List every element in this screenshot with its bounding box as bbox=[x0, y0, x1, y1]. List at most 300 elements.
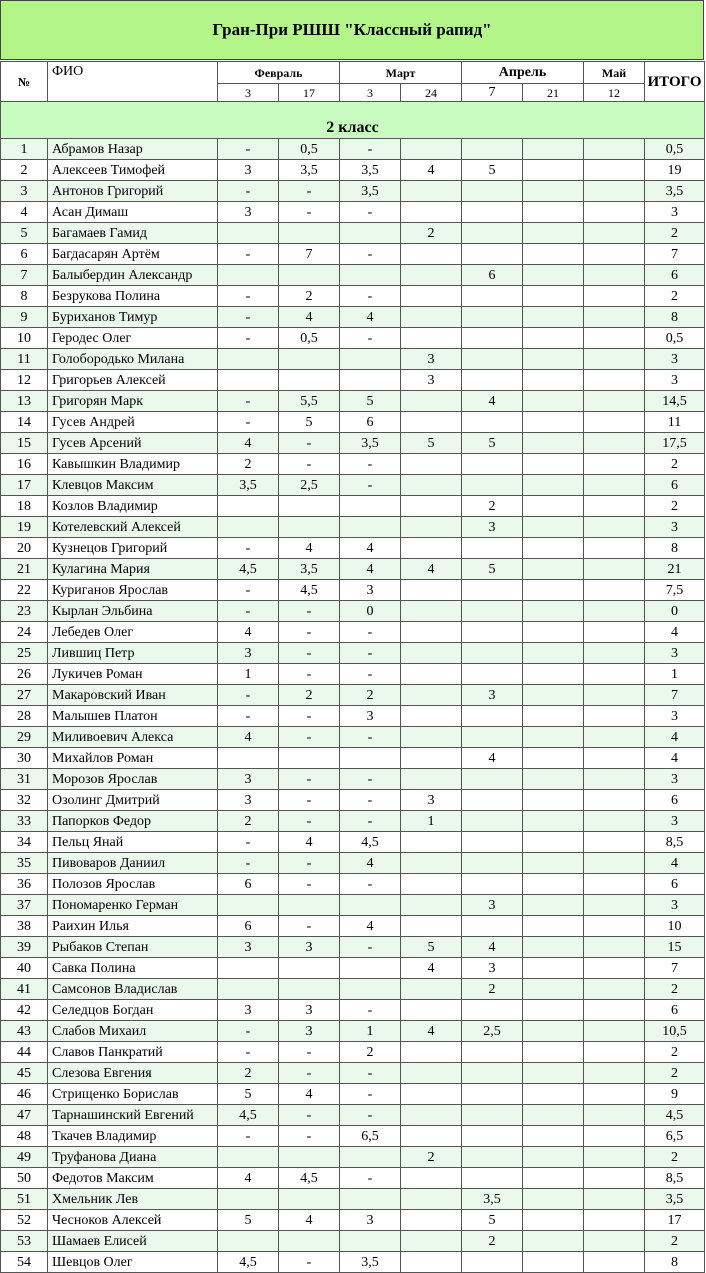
score-cell: 3 bbox=[218, 202, 279, 223]
score-cell bbox=[462, 811, 523, 832]
score-cell bbox=[218, 349, 279, 370]
score-cell bbox=[584, 1105, 645, 1126]
score-cell: 3 bbox=[340, 706, 401, 727]
player-name: Михайлов Роман bbox=[48, 748, 218, 769]
score-cell: 4 bbox=[401, 160, 462, 181]
row-number: 4 bbox=[1, 202, 48, 223]
score-cell: 5 bbox=[462, 433, 523, 454]
score-cell bbox=[401, 874, 462, 895]
score-cell bbox=[584, 559, 645, 580]
table-row bbox=[1, 286, 705, 307]
score-cell: - bbox=[340, 328, 401, 349]
score-cell bbox=[523, 139, 584, 160]
score-cell: - bbox=[279, 433, 340, 454]
score-cell: - bbox=[218, 328, 279, 349]
player-name: Антонов Григорий bbox=[48, 181, 218, 202]
score-cell: - bbox=[218, 181, 279, 202]
score-cell bbox=[401, 496, 462, 517]
score-cell bbox=[523, 1126, 584, 1147]
row-number: 30 bbox=[1, 748, 48, 769]
player-name: Ткачев Владимир bbox=[48, 1126, 218, 1147]
score-cell bbox=[584, 601, 645, 622]
score-cell bbox=[584, 937, 645, 958]
player-name: Раихин Илья bbox=[48, 916, 218, 937]
score-cell bbox=[523, 517, 584, 538]
total-cell: 4 bbox=[645, 748, 705, 769]
table-row bbox=[1, 202, 705, 223]
table-row bbox=[1, 1000, 705, 1021]
score-cell bbox=[279, 370, 340, 391]
score-cell bbox=[401, 769, 462, 790]
row-number: 21 bbox=[1, 559, 48, 580]
score-cell bbox=[401, 643, 462, 664]
total-cell: 4 bbox=[645, 622, 705, 643]
score-cell bbox=[401, 748, 462, 769]
score-cell bbox=[462, 328, 523, 349]
score-cell bbox=[523, 916, 584, 937]
player-name: Малышев Платон bbox=[48, 706, 218, 727]
player-name: Стрищенко Борислав bbox=[48, 1084, 218, 1105]
score-cell: 3,5 bbox=[462, 1189, 523, 1210]
total-cell: 10 bbox=[645, 916, 705, 937]
score-cell bbox=[462, 769, 523, 790]
row-number: 19 bbox=[1, 517, 48, 538]
score-cell: 4 bbox=[401, 958, 462, 979]
score-cell: 3 bbox=[401, 790, 462, 811]
score-cell: 4 bbox=[218, 622, 279, 643]
table-row bbox=[1, 853, 705, 874]
score-cell bbox=[462, 286, 523, 307]
score-cell bbox=[279, 1189, 340, 1210]
score-cell: 5,5 bbox=[279, 391, 340, 412]
score-cell bbox=[401, 832, 462, 853]
player-name: Багамаев Гамид bbox=[48, 223, 218, 244]
row-number: 10 bbox=[1, 328, 48, 349]
score-cell bbox=[523, 412, 584, 433]
score-cell bbox=[340, 1147, 401, 1168]
player-name: Селедцов Богдан bbox=[48, 1000, 218, 1021]
score-cell bbox=[218, 370, 279, 391]
player-name: Миливоевич Алекса bbox=[48, 727, 218, 748]
score-cell bbox=[523, 622, 584, 643]
score-cell: - bbox=[340, 622, 401, 643]
row-number: 51 bbox=[1, 1189, 48, 1210]
score-cell: - bbox=[340, 790, 401, 811]
player-name: Балыбердин Александр bbox=[48, 265, 218, 286]
score-cell bbox=[401, 202, 462, 223]
score-cell bbox=[462, 370, 523, 391]
score-cell bbox=[401, 538, 462, 559]
score-cell bbox=[279, 349, 340, 370]
score-cell bbox=[523, 475, 584, 496]
player-name: Федотов Максим bbox=[48, 1168, 218, 1189]
score-cell: 4 bbox=[218, 727, 279, 748]
score-cell bbox=[401, 916, 462, 937]
score-cell bbox=[523, 1252, 584, 1273]
player-name: Шамаев Елисей bbox=[48, 1231, 218, 1252]
score-cell bbox=[462, 706, 523, 727]
score-cell bbox=[523, 496, 584, 517]
table-row bbox=[1, 1189, 705, 1210]
score-cell: 3 bbox=[462, 685, 523, 706]
row-number: 42 bbox=[1, 1000, 48, 1021]
score-cell: - bbox=[340, 475, 401, 496]
total-cell: 7 bbox=[645, 685, 705, 706]
score-cell bbox=[340, 265, 401, 286]
player-name: Абрамов Назар bbox=[48, 139, 218, 160]
score-cell: - bbox=[279, 643, 340, 664]
score-cell bbox=[523, 937, 584, 958]
score-cell: 4,5 bbox=[218, 1105, 279, 1126]
score-cell: 2 bbox=[279, 685, 340, 706]
score-cell: 2 bbox=[340, 685, 401, 706]
score-cell bbox=[584, 874, 645, 895]
score-cell: 6,5 bbox=[340, 1126, 401, 1147]
score-cell bbox=[401, 1189, 462, 1210]
player-name: Чесноков Алексей bbox=[48, 1210, 218, 1231]
score-cell bbox=[462, 307, 523, 328]
total-cell: 4 bbox=[645, 853, 705, 874]
score-cell bbox=[523, 811, 584, 832]
score-cell: - bbox=[279, 601, 340, 622]
score-cell: - bbox=[279, 181, 340, 202]
score-cell: - bbox=[218, 832, 279, 853]
player-name: Алексеев Тимофей bbox=[48, 160, 218, 181]
player-name: Гусев Андрей bbox=[48, 412, 218, 433]
table-row bbox=[1, 601, 705, 622]
score-cell bbox=[523, 1000, 584, 1021]
total-cell: 7 bbox=[645, 244, 705, 265]
score-cell bbox=[462, 1147, 523, 1168]
score-cell: 2 bbox=[279, 286, 340, 307]
score-cell: 3 bbox=[462, 895, 523, 916]
table-row bbox=[1, 643, 705, 664]
score-cell: 4 bbox=[340, 559, 401, 580]
total-cell: 4,5 bbox=[645, 1105, 705, 1126]
score-cell: - bbox=[340, 1105, 401, 1126]
player-name: Макаровский Иван bbox=[48, 685, 218, 706]
score-cell bbox=[401, 1063, 462, 1084]
score-cell: 4 bbox=[340, 307, 401, 328]
player-name: Шевцов Олег bbox=[48, 1252, 218, 1273]
table-row bbox=[1, 559, 705, 580]
score-cell: - bbox=[340, 1084, 401, 1105]
score-cell bbox=[462, 139, 523, 160]
score-cell bbox=[584, 202, 645, 223]
row-number: 33 bbox=[1, 811, 48, 832]
score-cell: - bbox=[218, 685, 279, 706]
total-cell: 15 bbox=[645, 937, 705, 958]
total-cell: 3 bbox=[645, 769, 705, 790]
score-cell bbox=[584, 916, 645, 937]
total-cell: 1 bbox=[645, 664, 705, 685]
score-cell bbox=[462, 622, 523, 643]
score-cell bbox=[584, 1021, 645, 1042]
score-cell: 4 bbox=[218, 1168, 279, 1189]
score-cell: - bbox=[279, 916, 340, 937]
score-cell: 7 bbox=[279, 244, 340, 265]
player-name: Пономаренко Герман bbox=[48, 895, 218, 916]
score-cell bbox=[401, 664, 462, 685]
table-row bbox=[1, 832, 705, 853]
score-cell bbox=[462, 538, 523, 559]
header-fio: ФИО bbox=[48, 62, 218, 102]
score-cell: 3 bbox=[462, 517, 523, 538]
score-cell: 6 bbox=[462, 265, 523, 286]
score-cell: 1 bbox=[218, 664, 279, 685]
score-cell: 3,5 bbox=[340, 1252, 401, 1273]
score-cell bbox=[462, 601, 523, 622]
score-cell: 5 bbox=[218, 1210, 279, 1231]
score-cell: 4 bbox=[279, 1084, 340, 1105]
total-cell: 8,5 bbox=[645, 1168, 705, 1189]
score-cell: 4 bbox=[279, 1210, 340, 1231]
player-name: Куриганов Ярослав bbox=[48, 580, 218, 601]
score-cell: 3 bbox=[218, 1000, 279, 1021]
score-cell: 5 bbox=[462, 559, 523, 580]
total-cell: 2 bbox=[645, 1063, 705, 1084]
header-day: 3 bbox=[340, 84, 401, 102]
score-cell bbox=[462, 1042, 523, 1063]
row-number: 27 bbox=[1, 685, 48, 706]
score-cell bbox=[462, 643, 523, 664]
score-cell bbox=[401, 706, 462, 727]
row-number: 18 bbox=[1, 496, 48, 517]
row-number: 11 bbox=[1, 349, 48, 370]
score-cell: 4 bbox=[401, 559, 462, 580]
row-number: 14 bbox=[1, 412, 48, 433]
table-row bbox=[1, 1168, 705, 1189]
score-cell: 3 bbox=[279, 1000, 340, 1021]
player-name: Кулагина Мария bbox=[48, 559, 218, 580]
score-cell bbox=[462, 244, 523, 265]
table-row bbox=[1, 139, 705, 160]
score-cell: - bbox=[279, 1252, 340, 1273]
score-cell bbox=[462, 223, 523, 244]
score-cell bbox=[462, 454, 523, 475]
total-cell: 6,5 bbox=[645, 1126, 705, 1147]
total-cell: 7 bbox=[645, 958, 705, 979]
score-cell: 4 bbox=[279, 307, 340, 328]
score-cell bbox=[584, 664, 645, 685]
score-cell bbox=[523, 832, 584, 853]
total-cell: 2 bbox=[645, 1147, 705, 1168]
score-cell: - bbox=[218, 601, 279, 622]
score-cell bbox=[401, 1042, 462, 1063]
row-number: 17 bbox=[1, 475, 48, 496]
score-cell bbox=[584, 223, 645, 244]
player-name: Самсонов Владислав bbox=[48, 979, 218, 1000]
section-title: 2 класс bbox=[1, 102, 705, 139]
score-cell bbox=[584, 706, 645, 727]
table-row bbox=[1, 979, 705, 1000]
score-cell bbox=[279, 223, 340, 244]
score-cell bbox=[584, 286, 645, 307]
header-month-feb: Февраль bbox=[218, 62, 340, 84]
header-num: № bbox=[1, 62, 48, 102]
row-number: 48 bbox=[1, 1126, 48, 1147]
score-cell bbox=[462, 916, 523, 937]
score-cell bbox=[401, 853, 462, 874]
total-cell: 3 bbox=[645, 643, 705, 664]
player-name: Савка Полина bbox=[48, 958, 218, 979]
score-cell: - bbox=[340, 811, 401, 832]
score-cell: - bbox=[218, 139, 279, 160]
player-name: Багдасарян Артём bbox=[48, 244, 218, 265]
table-row bbox=[1, 328, 705, 349]
score-cell bbox=[584, 244, 645, 265]
score-cell: - bbox=[340, 664, 401, 685]
score-cell bbox=[523, 790, 584, 811]
header-day: 21 bbox=[523, 84, 584, 102]
player-name: Папорков Федор bbox=[48, 811, 218, 832]
total-cell: 7,5 bbox=[645, 580, 705, 601]
header-day: 7 bbox=[462, 84, 523, 102]
score-cell bbox=[584, 895, 645, 916]
total-cell: 6 bbox=[645, 475, 705, 496]
score-cell bbox=[401, 475, 462, 496]
row-number: 23 bbox=[1, 601, 48, 622]
score-cell bbox=[523, 244, 584, 265]
row-number: 29 bbox=[1, 727, 48, 748]
table-row bbox=[1, 538, 705, 559]
score-cell bbox=[523, 454, 584, 475]
score-cell bbox=[523, 769, 584, 790]
score-cell bbox=[523, 1231, 584, 1252]
total-cell: 8 bbox=[645, 538, 705, 559]
row-number: 16 bbox=[1, 454, 48, 475]
player-name: Гусев Арсений bbox=[48, 433, 218, 454]
total-cell: 8 bbox=[645, 1252, 705, 1273]
score-cell bbox=[523, 853, 584, 874]
score-cell bbox=[401, 1126, 462, 1147]
score-cell: 3,5 bbox=[279, 160, 340, 181]
player-name: Лившиц Петр bbox=[48, 643, 218, 664]
score-cell bbox=[401, 1231, 462, 1252]
score-cell bbox=[279, 1231, 340, 1252]
score-cell: - bbox=[340, 727, 401, 748]
score-cell bbox=[584, 328, 645, 349]
score-cell bbox=[401, 979, 462, 1000]
player-name: Кавышкин Владимир bbox=[48, 454, 218, 475]
total-cell: 2 bbox=[645, 223, 705, 244]
table-row bbox=[1, 874, 705, 895]
score-cell bbox=[401, 1168, 462, 1189]
score-cell: 3 bbox=[340, 580, 401, 601]
table-row bbox=[1, 706, 705, 727]
score-cell bbox=[584, 1252, 645, 1273]
total-cell: 3 bbox=[645, 811, 705, 832]
score-cell bbox=[401, 580, 462, 601]
score-cell bbox=[218, 496, 279, 517]
score-cell: 2 bbox=[462, 496, 523, 517]
player-name: Тарнашинский Евгений bbox=[48, 1105, 218, 1126]
table-row bbox=[1, 916, 705, 937]
score-cell: 2 bbox=[401, 1147, 462, 1168]
total-cell: 8 bbox=[645, 307, 705, 328]
score-cell bbox=[218, 265, 279, 286]
table-row bbox=[1, 391, 705, 412]
score-cell: - bbox=[340, 286, 401, 307]
score-cell bbox=[584, 265, 645, 286]
score-cell: 2 bbox=[218, 811, 279, 832]
score-cell: 0,5 bbox=[279, 139, 340, 160]
score-cell bbox=[462, 475, 523, 496]
player-name: Котелевский Алексей bbox=[48, 517, 218, 538]
player-name: Озолинг Дмитрий bbox=[48, 790, 218, 811]
table-row bbox=[1, 685, 705, 706]
score-cell bbox=[523, 370, 584, 391]
score-cell bbox=[462, 1252, 523, 1273]
score-cell bbox=[584, 1042, 645, 1063]
score-cell bbox=[401, 454, 462, 475]
score-cell bbox=[523, 181, 584, 202]
score-cell bbox=[584, 622, 645, 643]
score-cell bbox=[584, 685, 645, 706]
score-cell bbox=[523, 202, 584, 223]
table-row bbox=[1, 160, 705, 181]
score-cell bbox=[523, 1210, 584, 1231]
score-cell: 3,5 bbox=[218, 475, 279, 496]
player-name: Буриханов Тимур bbox=[48, 307, 218, 328]
score-cell bbox=[279, 895, 340, 916]
score-cell: - bbox=[279, 664, 340, 685]
score-cell: - bbox=[340, 454, 401, 475]
score-cell: 4 bbox=[462, 391, 523, 412]
score-cell: - bbox=[340, 1168, 401, 1189]
score-cell: - bbox=[340, 769, 401, 790]
total-cell: 3,5 bbox=[645, 1189, 705, 1210]
score-cell: 3,5 bbox=[340, 433, 401, 454]
row-number: 25 bbox=[1, 643, 48, 664]
header-day: 24 bbox=[401, 84, 462, 102]
table-row bbox=[1, 244, 705, 265]
score-cell bbox=[401, 286, 462, 307]
row-number: 28 bbox=[1, 706, 48, 727]
score-cell bbox=[523, 1084, 584, 1105]
score-cell bbox=[523, 538, 584, 559]
score-cell: 5 bbox=[462, 1210, 523, 1231]
total-cell: 0,5 bbox=[645, 328, 705, 349]
row-number: 22 bbox=[1, 580, 48, 601]
score-cell bbox=[584, 1147, 645, 1168]
score-cell: - bbox=[218, 538, 279, 559]
score-cell bbox=[462, 1105, 523, 1126]
table-row bbox=[1, 1210, 705, 1231]
score-cell bbox=[584, 496, 645, 517]
score-cell bbox=[218, 958, 279, 979]
score-cell bbox=[584, 181, 645, 202]
table-row bbox=[1, 265, 705, 286]
total-cell: 9 bbox=[645, 1084, 705, 1105]
score-cell bbox=[462, 874, 523, 895]
score-cell: 3 bbox=[279, 1021, 340, 1042]
score-cell bbox=[523, 286, 584, 307]
player-name: Григорян Марк bbox=[48, 391, 218, 412]
score-cell bbox=[401, 1000, 462, 1021]
score-cell: 3 bbox=[218, 643, 279, 664]
score-cell: 0,5 bbox=[279, 328, 340, 349]
score-cell bbox=[523, 727, 584, 748]
score-cell bbox=[584, 538, 645, 559]
table-row bbox=[1, 937, 705, 958]
score-cell: 0 bbox=[340, 601, 401, 622]
header-day: 12 bbox=[584, 84, 645, 102]
score-cell bbox=[523, 307, 584, 328]
row-number: 7 bbox=[1, 265, 48, 286]
player-name: Слабов Михаил bbox=[48, 1021, 218, 1042]
score-cell: - bbox=[279, 1063, 340, 1084]
